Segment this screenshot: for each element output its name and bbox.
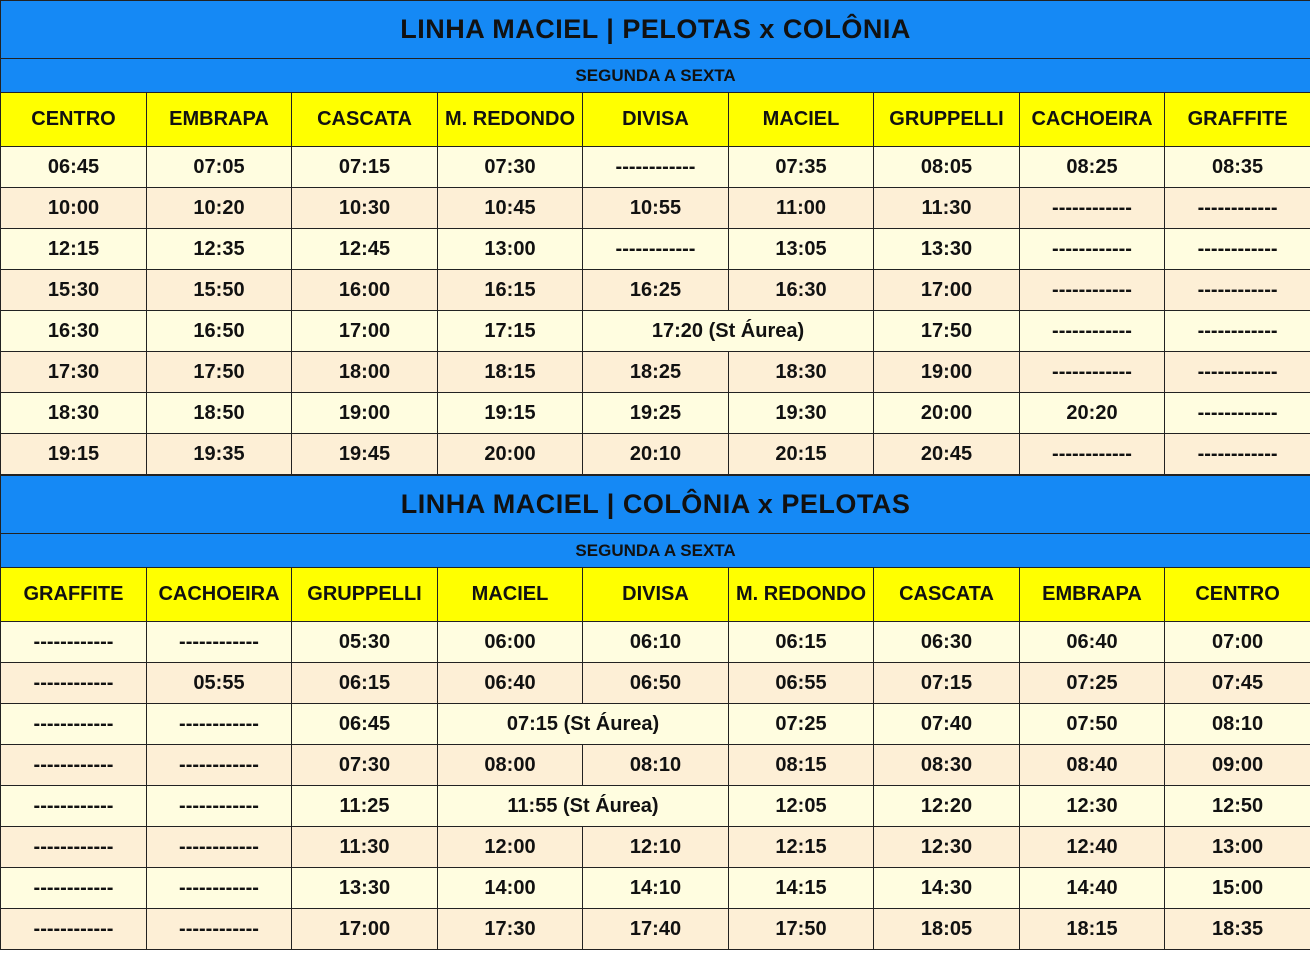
time-cell: 11:30 [874, 188, 1020, 229]
column-header: DIVISA [583, 93, 729, 147]
time-cell: 20:15 [729, 434, 874, 475]
time-cell: 14:30 [874, 868, 1020, 909]
time-cell: 16:00 [292, 270, 438, 311]
time-cell: 12:15 [729, 827, 874, 868]
time-cell: ------------ [1020, 188, 1165, 229]
schedule-table-colonia-pelotas [0, 475, 1310, 950]
time-cell: 06:45 [292, 704, 438, 745]
time-cell: 07:35 [729, 147, 874, 188]
time-cell: 07:25 [1020, 663, 1165, 704]
time-cell: 12:15 [1, 229, 147, 270]
time-cell: 12:40 [1020, 827, 1165, 868]
time-cell: 19:35 [147, 434, 292, 475]
column-header-row [1, 568, 1310, 622]
time-cell: 08:10 [1165, 704, 1310, 745]
column-header-row [1, 93, 1310, 147]
time-cell: ------------ [1020, 270, 1165, 311]
time-cell: 05:30 [292, 622, 438, 663]
time-cell: 14:40 [1020, 868, 1165, 909]
time-cell: 12:30 [874, 827, 1020, 868]
table-row [1, 909, 1310, 950]
time-cell: 15:00 [1165, 868, 1310, 909]
column-header: EMBRAPA [1020, 568, 1165, 622]
time-cell: 10:20 [147, 188, 292, 229]
time-cell: 11:00 [729, 188, 874, 229]
column-header: CACHOEIRA [147, 568, 292, 622]
time-cell: ------------ [147, 868, 292, 909]
time-cell: 18:25 [583, 352, 729, 393]
time-cell: 07:15 [874, 663, 1020, 704]
time-cell: 08:00 [438, 745, 583, 786]
time-cell: ------------ [583, 229, 729, 270]
time-cell: 07:00 [1165, 622, 1310, 663]
time-cell: ------------ [1165, 270, 1310, 311]
time-cell: 12:00 [438, 827, 583, 868]
time-cell: 14:10 [583, 868, 729, 909]
time-cell: 18:00 [292, 352, 438, 393]
time-cell: 12:45 [292, 229, 438, 270]
time-cell: 08:15 [729, 745, 874, 786]
time-cell: 13:00 [1165, 827, 1310, 868]
column-header: MACIEL [729, 93, 874, 147]
time-cell: ------------ [147, 622, 292, 663]
column-header: CASCATA [874, 568, 1020, 622]
time-cell: ------------ [1020, 311, 1165, 352]
time-cell: 17:50 [147, 352, 292, 393]
time-cell: ------------ [147, 909, 292, 950]
time-cell: 06:50 [583, 663, 729, 704]
time-cell: 10:45 [438, 188, 583, 229]
time-cell: 13:30 [874, 229, 1020, 270]
time-cell: ------------ [1, 827, 147, 868]
time-cell: 16:25 [583, 270, 729, 311]
time-cell: 12:10 [583, 827, 729, 868]
table-row [1, 434, 1310, 475]
table-row [1, 622, 1310, 663]
time-cell: 10:30 [292, 188, 438, 229]
column-header: CACHOEIRA [1020, 93, 1165, 147]
time-cell: 06:40 [1020, 622, 1165, 663]
time-cell: ------------ [1020, 352, 1165, 393]
column-header: GRUPPELLI [292, 568, 438, 622]
time-cell: ------------ [1165, 229, 1310, 270]
time-cell: 20:20 [1020, 393, 1165, 434]
time-cell: ------------ [1165, 352, 1310, 393]
time-cell: 07:05 [147, 147, 292, 188]
time-cell: 07:15 (St Áurea) [438, 704, 729, 745]
time-cell: 17:00 [292, 909, 438, 950]
time-cell: 16:15 [438, 270, 583, 311]
time-cell: 07:40 [874, 704, 1020, 745]
time-cell: 05:55 [147, 663, 292, 704]
time-cell: ------------ [1, 909, 147, 950]
time-cell: 18:30 [1, 393, 147, 434]
table-row [1, 229, 1310, 270]
time-cell: 06:15 [292, 663, 438, 704]
table-row [1, 827, 1310, 868]
table-title: LINHA MACIEL | COLÔNIA x PELOTAS [1, 476, 1310, 534]
time-cell: 13:05 [729, 229, 874, 270]
time-cell: 11:55 (St Áurea) [438, 786, 729, 827]
time-cell: 17:30 [438, 909, 583, 950]
time-cell: 17:40 [583, 909, 729, 950]
time-cell: ------------ [1020, 229, 1165, 270]
time-cell: 06:40 [438, 663, 583, 704]
time-cell: 11:25 [292, 786, 438, 827]
time-cell: ------------ [1, 622, 147, 663]
time-cell: ------------ [1, 704, 147, 745]
time-cell: ------------ [1165, 188, 1310, 229]
time-cell: 15:50 [147, 270, 292, 311]
time-cell: 07:45 [1165, 663, 1310, 704]
time-cell: 10:55 [583, 188, 729, 229]
time-cell: ------------ [147, 704, 292, 745]
time-cell: 08:25 [1020, 147, 1165, 188]
time-cell: 06:55 [729, 663, 874, 704]
table-title: LINHA MACIEL | PELOTAS x COLÔNIA [1, 1, 1310, 59]
time-cell: 15:30 [1, 270, 147, 311]
column-header: MACIEL [438, 568, 583, 622]
table-row [1, 868, 1310, 909]
time-cell: 08:30 [874, 745, 1020, 786]
time-cell: 19:00 [874, 352, 1020, 393]
time-cell: 07:30 [438, 147, 583, 188]
time-cell: 08:35 [1165, 147, 1310, 188]
time-cell: 20:10 [583, 434, 729, 475]
time-cell: 19:15 [1, 434, 147, 475]
time-cell: 19:30 [729, 393, 874, 434]
time-cell: 12:35 [147, 229, 292, 270]
time-cell: 18:35 [1165, 909, 1310, 950]
time-cell: 14:00 [438, 868, 583, 909]
time-cell: 08:10 [583, 745, 729, 786]
time-cell: 17:15 [438, 311, 583, 352]
table-row [1, 147, 1310, 188]
time-cell: 18:15 [438, 352, 583, 393]
time-cell: 12:30 [1020, 786, 1165, 827]
time-cell: 20:45 [874, 434, 1020, 475]
time-cell: ------------ [1, 868, 147, 909]
schedule-body [1, 622, 1310, 950]
time-cell: 07:30 [292, 745, 438, 786]
time-cell: 18:30 [729, 352, 874, 393]
time-cell: ------------ [583, 147, 729, 188]
time-cell: 07:50 [1020, 704, 1165, 745]
time-cell: ------------ [1165, 393, 1310, 434]
column-header: GRAFFITE [1165, 93, 1310, 147]
time-cell: 20:00 [874, 393, 1020, 434]
time-cell: 18:50 [147, 393, 292, 434]
time-cell: 06:30 [874, 622, 1020, 663]
column-header: EMBRAPA [147, 93, 292, 147]
time-cell: 06:15 [729, 622, 874, 663]
time-cell: 14:15 [729, 868, 874, 909]
time-cell: 07:25 [729, 704, 874, 745]
time-cell: ------------ [1165, 311, 1310, 352]
schedule-table-pelotas-colonia [0, 0, 1310, 475]
time-cell: 06:00 [438, 622, 583, 663]
time-cell: 17:00 [874, 270, 1020, 311]
time-cell: ------------ [1, 745, 147, 786]
time-cell: 08:40 [1020, 745, 1165, 786]
table-row [1, 704, 1310, 745]
time-cell: ------------ [1165, 434, 1310, 475]
time-cell: 18:05 [874, 909, 1020, 950]
column-header: GRAFFITE [1, 568, 147, 622]
time-cell: ------------ [1, 786, 147, 827]
time-cell: ------------ [147, 827, 292, 868]
column-header: M. REDONDO [438, 93, 583, 147]
time-cell: 06:45 [1, 147, 147, 188]
time-cell: 13:00 [438, 229, 583, 270]
table-row [1, 745, 1310, 786]
time-cell: 17:50 [874, 311, 1020, 352]
table-row [1, 188, 1310, 229]
time-cell: 06:10 [583, 622, 729, 663]
time-cell: 20:00 [438, 434, 583, 475]
table-row [1, 663, 1310, 704]
time-cell: 17:50 [729, 909, 874, 950]
time-cell: ------------ [147, 745, 292, 786]
time-cell: 17:20 (St Áurea) [583, 311, 874, 352]
time-cell: 19:25 [583, 393, 729, 434]
column-header: DIVISA [583, 568, 729, 622]
time-cell: 10:00 [1, 188, 147, 229]
time-cell: 07:15 [292, 147, 438, 188]
time-cell: 19:00 [292, 393, 438, 434]
time-cell: 12:50 [1165, 786, 1310, 827]
time-cell: 13:30 [292, 868, 438, 909]
table-row [1, 270, 1310, 311]
time-cell: 09:00 [1165, 745, 1310, 786]
time-cell: 19:45 [292, 434, 438, 475]
table-row [1, 352, 1310, 393]
column-header: GRUPPELLI [874, 93, 1020, 147]
column-header: CENTRO [1165, 568, 1310, 622]
time-cell: ------------ [1020, 434, 1165, 475]
time-cell: 16:30 [729, 270, 874, 311]
time-cell: 19:15 [438, 393, 583, 434]
time-cell: 08:05 [874, 147, 1020, 188]
time-cell: 16:30 [1, 311, 147, 352]
time-cell: 12:20 [874, 786, 1020, 827]
time-cell: ------------ [1, 663, 147, 704]
table-subtitle: SEGUNDA A SEXTA [1, 534, 1310, 568]
time-cell: 12:05 [729, 786, 874, 827]
time-cell: 11:30 [292, 827, 438, 868]
time-cell: 18:15 [1020, 909, 1165, 950]
time-cell: 17:30 [1, 352, 147, 393]
time-cell: ------------ [147, 786, 292, 827]
table-row [1, 393, 1310, 434]
column-header: CASCATA [292, 93, 438, 147]
column-header: CENTRO [1, 93, 147, 147]
table-row [1, 786, 1310, 827]
column-header: M. REDONDO [729, 568, 874, 622]
time-cell: 16:50 [147, 311, 292, 352]
table-subtitle: SEGUNDA A SEXTA [1, 59, 1310, 93]
schedule-body [1, 147, 1310, 475]
table-row [1, 311, 1310, 352]
time-cell: 17:00 [292, 311, 438, 352]
